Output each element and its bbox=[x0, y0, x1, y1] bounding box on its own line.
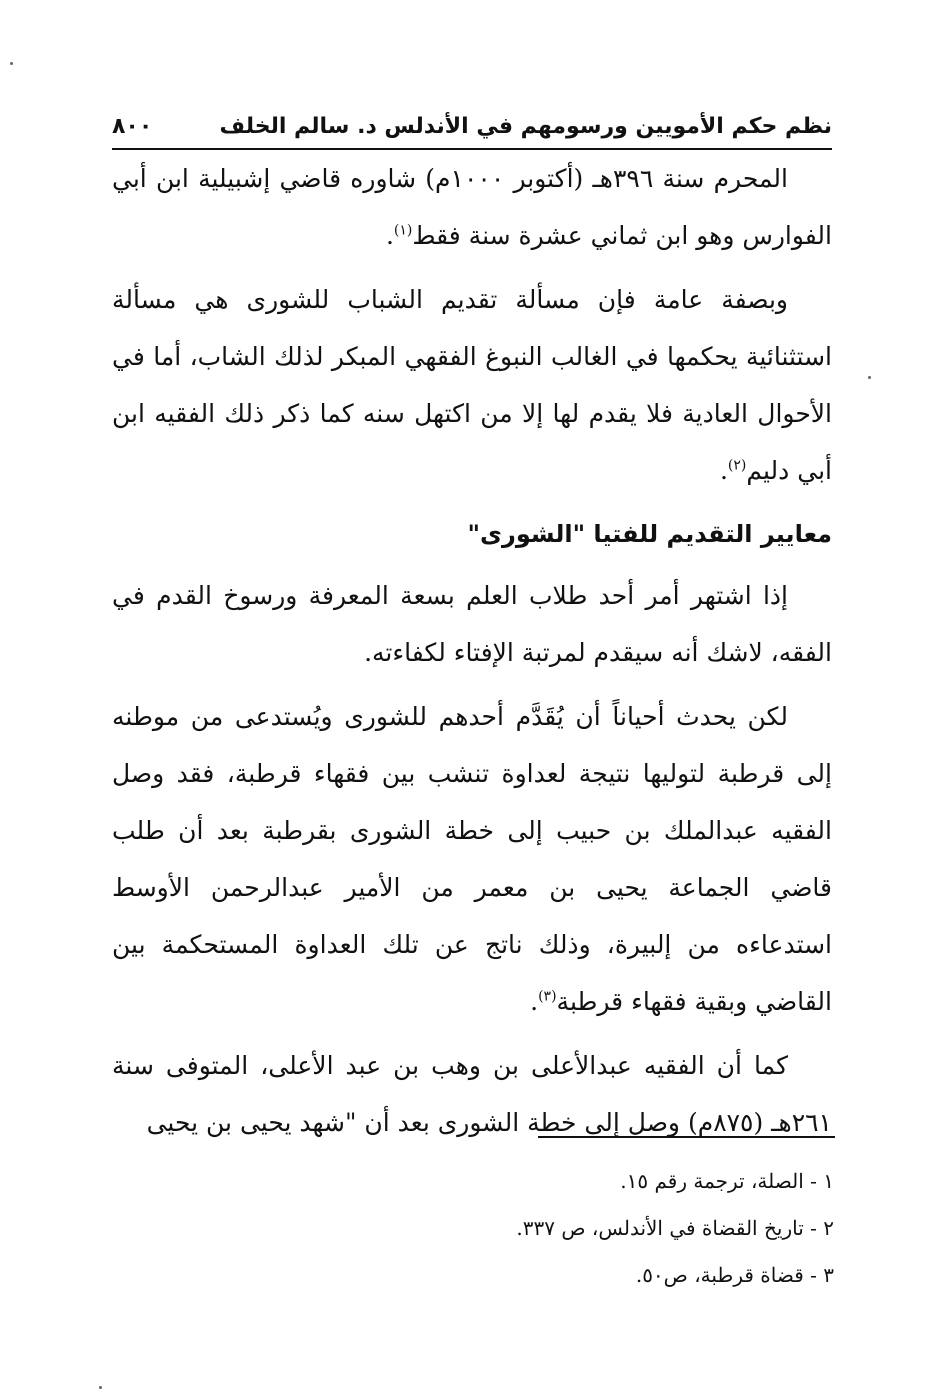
page-header bbox=[112, 108, 832, 144]
page-number: ٨٠٠ bbox=[112, 113, 153, 139]
running-title: نظم حكم الأمويين ورسومهم في الأندلس د. سالم الخلف bbox=[219, 113, 832, 139]
footnote: ٢ - تاريخ القضاة في الأندلس، ص ٣٣٧. bbox=[516, 1216, 834, 1240]
footnote-rule bbox=[538, 1136, 835, 1138]
footnotes bbox=[112, 1158, 834, 1299]
paragraph: كما أن الفقيه عبدالأعلى بن وهب بن عبد الأعلى، المتوفى سنة ٢٦١هـ (٨٧٥م) وصل إلى خطة الشورى بعد أن "شهد يحيى بن يحيى bbox=[112, 1051, 832, 1137]
section-heading: معايير التقديم للفتيا "الشورى" bbox=[467, 520, 832, 548]
footnote-ref: (١) bbox=[393, 222, 413, 239]
paragraph: المحرم سنة ٣٩٦هـ (أكتوبر ١٠٠٠م) شاوره قاضي إشبيلية ابن أبي الفوارس وهو ابن ثماني عشرة سنة فقط$^{(١)}$. bbox=[112, 164, 832, 250]
paragraph: وبصفة عامة فإن مسألة تقديم الشباب للشورى هي مسألة استثنائية يحكمها في الغالب النبوغ الفقهي المبكر لذلك الشاب، أما في الأحوال العادية فلا يقدم لها إلا من اكتهل سنه كما ذكر ذلك الفقيه ابن أبي دليم$^{(٢)}$. bbox=[112, 285, 832, 485]
paragraph: لكن يحدث أحياناً أن يُقَدَّم أحدهم للشورى ويُستدعى من موطنه إلى قرطبة لتوليها نتيجة لعداوة تنشب بين فقهاء قرطبة، فقد وصل الفقيه عبدالملك بن حبيب إلى خطة الشورى بقرطبة بعد أن طلب قاضي الجماعة يحيى بن معمر من الأمير عبدالرحمن الأوسط استدعاءه من إلبيرة، وذلك ناتج عن تلك العداوة المستحكمة بين القاضي وبقية فقهاء قرطبة$^{(٣)}$. bbox=[112, 702, 832, 1016]
footnote: ١ - الصلة، ترجمة رقم ١٥. bbox=[620, 1169, 834, 1193]
paragraph: إذا اشتهر أمر أحد طلاب العلم بسعة المعرفة ورسوخ القدم في الفقه، لاشك أنه سيقدم لمرتبة الإفتاء لكفاءته. bbox=[112, 581, 832, 667]
scan-speck bbox=[10, 62, 13, 65]
footnote-ref: (٢) bbox=[727, 457, 747, 474]
footnote-ref: (٣) bbox=[538, 988, 557, 1005]
footnote: ٣ - قضاة قرطبة، ص٥٠. bbox=[635, 1263, 834, 1287]
scan-speck bbox=[99, 1386, 102, 1389]
body-text bbox=[112, 150, 832, 1158]
scan-speck bbox=[868, 376, 871, 379]
